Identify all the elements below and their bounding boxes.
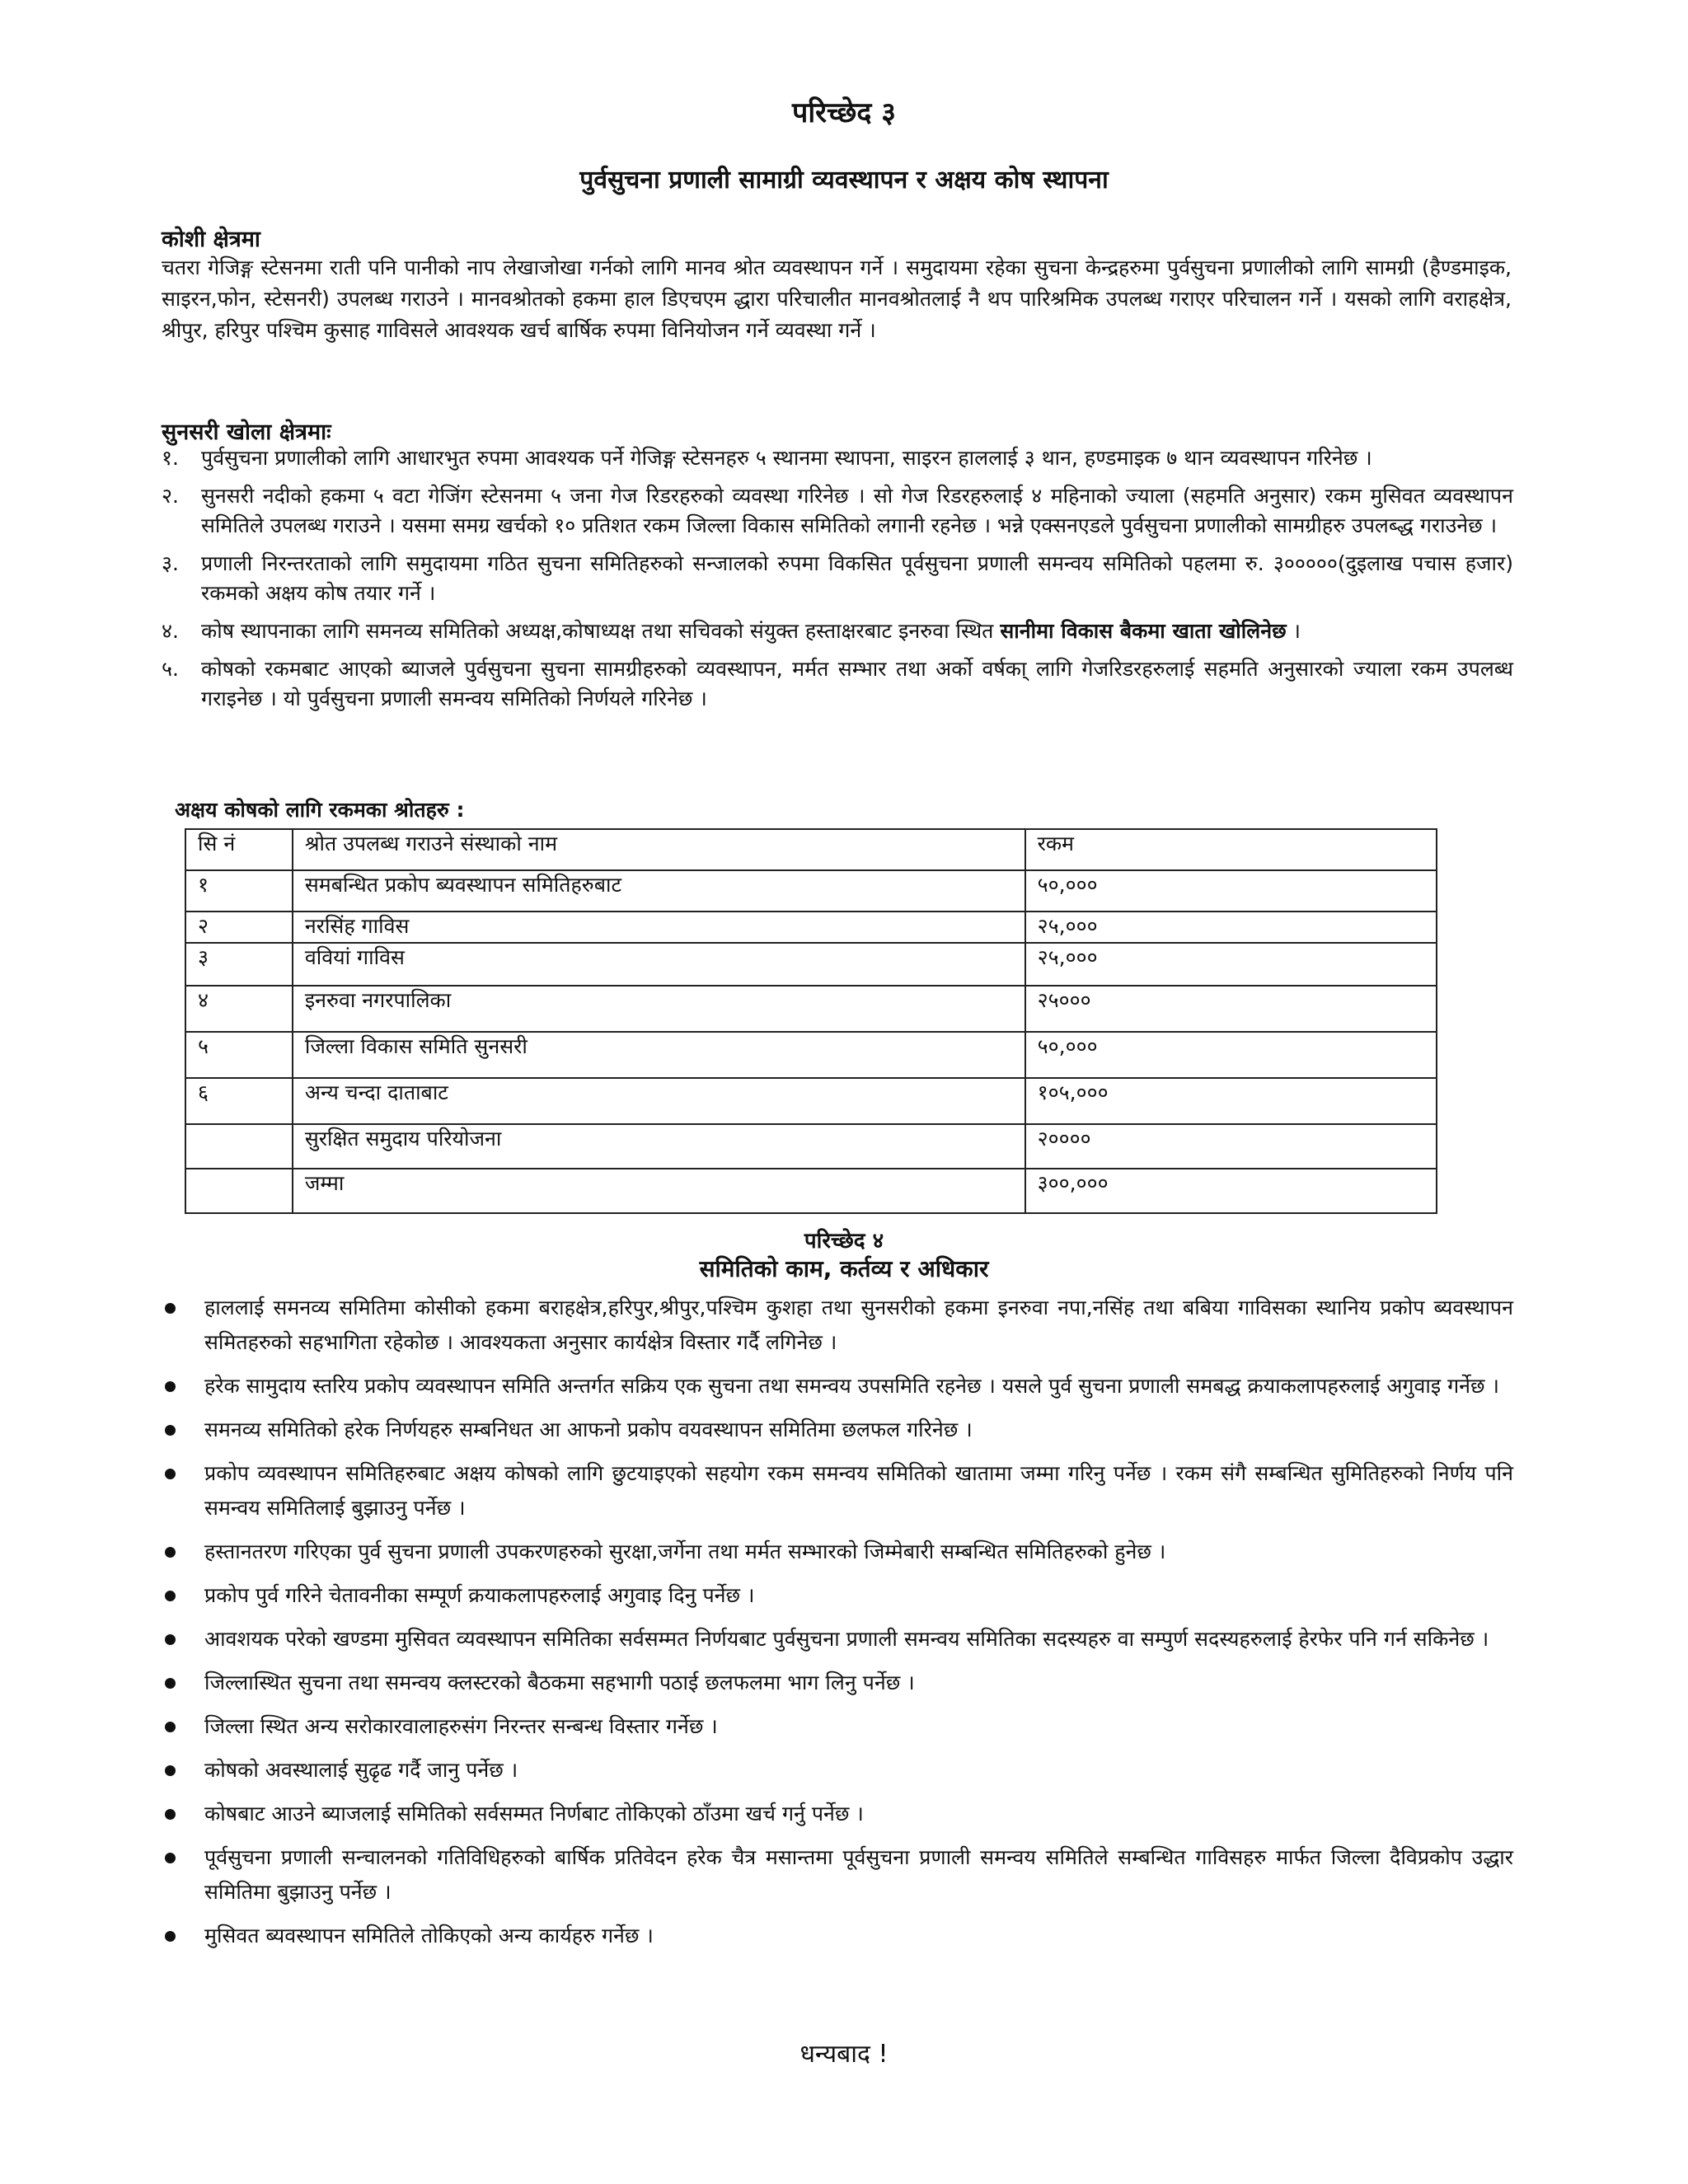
koshi-heading: कोशी क्षेत्रमा (162, 227, 260, 252)
column-header-amount: रकम (1025, 829, 1437, 870)
list-item: हरेक सामुदाय स्तरिय प्रकोप व्यवस्थापन समिति अन्तर्गत सक्रिय एक सुचना तथा समन्वय उपसमिति रहनेछ । यसले पुर्व सुचना प्रणाली समबद्ध क्रयाकलापहरुलाई अगुवाइ गर्नेछ । (162, 1369, 1513, 1404)
list-item: २. सुनसरी नदीको हकमा ५ वटा गेजिंग स्टेसनमा ५ जना गेज रिडरहरुको व्यवस्था गरिनेछ । सो गेज रिडरहरुलाई ४ महिनाको ज्याला (सहमति अनुसार) रकम मुसिवत व्यवस्थापन समितिले उपलब्ध गराउने । यसमा समग्र खर्चको १० प्रतिशत रकम जिल्ला विकास समितिको लगानी रहनेछ । भन्ने एक्सनएडले पुर्वसुचना प्रणालीको सामग्रीहरु उपलब्द्ध गराउनेछ । (162, 484, 1513, 537)
list-item: हाललाई समनव्य समितिमा कोसीको हकमा बराहक्षेत्र,हरिपुर,श्रीपुर,पश्चिम कुशहा तथा सुनसरीको हकमा इनरुवा नपा,नसिंह तथा बबिया गाविसका स्थानिय प्रकोप ब्यवस्थापन समितहरुको सहभागिता रहेकोछ । आवश्यकता अनुसार कार्यक्षेत्र विस्तार गर्दै लगिनेछ । (162, 1291, 1513, 1360)
list-item: जिल्लास्थित सुचना तथा समन्वय क्लस्टरको बैठकमा सहभागी पठाई छलफलमा भाग लिनु पर्नेछ । (162, 1666, 1513, 1700)
column-header-source: श्रोत उपलब्ध गराउने संस्थाको नाम (293, 829, 1025, 870)
bullet-icon (165, 1678, 176, 1689)
list-item: जिल्ला स्थित अन्य सरोकारवालाहरुसंग निरन्तर सन्बन्ध विस्तार गर्नेछ । (162, 1709, 1513, 1744)
fund-heading: अक्षय कोषको लागि रकमका श्रोतहरु : (175, 798, 465, 822)
sunsari-list (162, 443, 1513, 722)
sunsari-heading: सुनसरी खोला क्षेत्रमाः (162, 419, 331, 445)
duties-list (162, 1291, 1513, 1962)
table-header-row (185, 829, 1437, 870)
bullet-icon (165, 1931, 176, 1942)
chapter4-subtitle: समितिको काम, कर्तव्य र अधिकार (699, 1255, 989, 1282)
list-item: आवशयक परेको खण्डमा मुसिवत व्यवस्थापन समितिका सर्वसम्मत निर्णयबाट पुर्वसुचना प्रणाली समन्वय समितिका सदस्यहरु वा सम्पुर्ण सदस्यहरुलाई हेरफेर पनि गर्न सकिनेछ । (162, 1622, 1513, 1657)
table-row: सुरक्षित समुदाय परियोजना २०००० (185, 1124, 1437, 1169)
list-item: प्रकोप व्यवस्थापन समितिहरुबाट अक्षय कोषको लागि छुटयाइएको सहयोग रकम समन्वय समितिको खातामा जम्मा गरिनु पर्नेछ । रकम संगै सम्बन्धित सुमितिहरुको निर्णय पनि समन्वय समितिलाई बुझाउनु पर्नेछ । (162, 1456, 1513, 1526)
table-row: ४ इनरुवा नगरपालिका २५००० (185, 986, 1437, 1032)
table-row-total: जम्मा ३००,००० (185, 1169, 1437, 1213)
bullet-icon (165, 1381, 176, 1392)
chapter4-title: परिच्छेद ४ (804, 1229, 884, 1254)
list-item: कोषबाट आउने ब्याजलाई समितिको सर्वसम्मत निर्णबाट तोकिएको ठाँउमा खर्च गर्नु पर्नेछ । (162, 1797, 1513, 1831)
bullet-icon (165, 1722, 176, 1732)
list-item: मुसिवत ब्यवस्थापन समितिले तोकिएको अन्य कार्यहरु गर्नेछ । (162, 1919, 1513, 1953)
table-row: ६ अन्य चन्दा दाताबाट १०५,००० (185, 1078, 1437, 1124)
bullet-icon (165, 1469, 176, 1479)
bullet-icon (165, 1634, 176, 1645)
list-item: ५. कोषको रकमबाट आएको ब्याजले पुर्वसुचना सुचना सामग्रीहरुको व्यवस्थापन, मर्मत सम्भार तथा अर्को वर्षका् लागि गेजरिडरहरुलाई सहमति अनुसारको ज्याला रकम उपलब्ध गराइनेछ । यो पुर्वसुचना प्रणाली समन्वय समितिको निर्णयले गरिनेछ । (162, 657, 1513, 710)
table-row: ५ जिल्ला विकास समिति सुनसरी ५०,००० (185, 1032, 1437, 1078)
list-item: कोषको अवस्थालाई सुढृढ गर्दै जानु पर्नेछ । (162, 1753, 1513, 1788)
bank-account-text: सानीमा विकास बैकमा खाता खोलिनेछ (1000, 619, 1287, 643)
list-item: १. पुर्वसुचना प्रणालीको लागि आधारभुत रुपमा आवश्यक पर्ने गेजिङ्ग स्टेसनहरु ५ स्थानमा स्थापना, साइरन हाललाई ३ थान, हण्डमाइक ७ थान व्यवस्थापन गरिनेछ । (162, 446, 1372, 470)
bullet-icon (165, 1303, 176, 1314)
list-item: ३. प्रणाली निरन्तरताको लागि समुदायमा गठित सुचना समितिहरुको सन्जालको रुपमा विकसित पूर्वसुचना प्रणाली समन्वय समितिको पहलमा रु. ३०००००(दुइलाख पचास हजार) रकमको अक्षय कोष तयार गर्ने । (162, 551, 1513, 605)
list-item: ४. कोष स्थापनाका लागि समनव्य समितिको अध्यक्ष,कोषाध्यक्ष तथा सचिवको संयुक्त हस्ताक्षरबाट इनरुवा स्थित सानीमा विकास बैकमा खाता खोलिनेछ । (162, 619, 1301, 643)
closing-text: धन्यबाद ! (799, 2040, 889, 2069)
bullet-icon (165, 1591, 176, 1601)
list-item: समनव्य समितिको हरेक निर्णयहरु सम्बनिधत आ आफनो प्रकोप वयवस्थापन समितिमा छलफल गरिनेछ । (162, 1413, 1513, 1447)
column-header-sn: सि नं (185, 829, 293, 870)
table-row: १ समबन्धित प्रकोप ब्यवस्थापन समितिहरुबाट ५०,००० (185, 870, 1437, 912)
table-row: ३ ववियां गाविस २५,००० (185, 943, 1437, 986)
bullet-icon (165, 1425, 176, 1436)
list-item: हस्तानतरण गरिएका पुर्व सुचना प्रणाली उपकरणहरुको सुरक्षा,जर्गेना तथा मर्मत सम्भारको जिम्मेबारी सम्बन्धित समितिहरुको हुनेछ । (162, 1535, 1513, 1569)
chapter3-subtitle: पुर्वसुचना प्रणाली सामाग्री व्यवस्थापन र अक्षय कोष स्थापना (579, 166, 1109, 194)
bullet-icon (165, 1853, 176, 1863)
bullet-icon (165, 1547, 176, 1558)
bullet-icon (165, 1765, 176, 1776)
bullet-icon (165, 1809, 176, 1820)
koshi-paragraph: चतरा गेजिङ्ग स्टेसनमा राती पनि पानीको नाप लेखाजोखा गर्नको लागि मानव श्रोत व्यवस्थापन गर्ने । समुदायमा रहेका सुचना केन्द्रहरुमा पुर्वसुचना प्रणालीको लागि सामग्री (हैण्डमाइक, साइरन,फोन, स्टेसनरी) उपलब्ध गराउने । मानवश्रोतको हकमा हाल डिएचएम द्धारा परिचालीत मानवश्रोतलाई नै थप पारिश्रमिक उपलब्ध गराएर परिचालन गर्ने । यसको लागि वराहक्षेत्र, श्रीपुर, हरिपुर पश्चिम कुसाह गाविसले आवश्यक खर्च बार्षिक रुपमा विनियोजन गर्ने व्यवस्था गर्ने । (162, 255, 1512, 342)
fund-table (185, 828, 1437, 1214)
list-item: प्रकोप पुर्व गरिने चेतावनीका सम्पूर्ण क्रयाकलापहरुलाई अगुवाइ दिनु पर्नेछ । (162, 1578, 1513, 1613)
list-item: पूर्वसुचना प्रणाली सन्चालनको गतिविधिहरुको बार्षिक प्रतिवेदन हरेक चैत्र मसान्तमा पूर्वसुचना प्रणाली समन्वय समितिले सम्बन्धित गाविसहरु मार्फत जिल्ला दैविप्रकोप उद्धार समितिमा बुझाउनु पर्नेछ । (162, 1840, 1513, 1910)
table-row: २ नरसिंह गाविस २५,००० (185, 912, 1437, 943)
chapter3-title: परिच्छेद ३ (792, 96, 896, 129)
